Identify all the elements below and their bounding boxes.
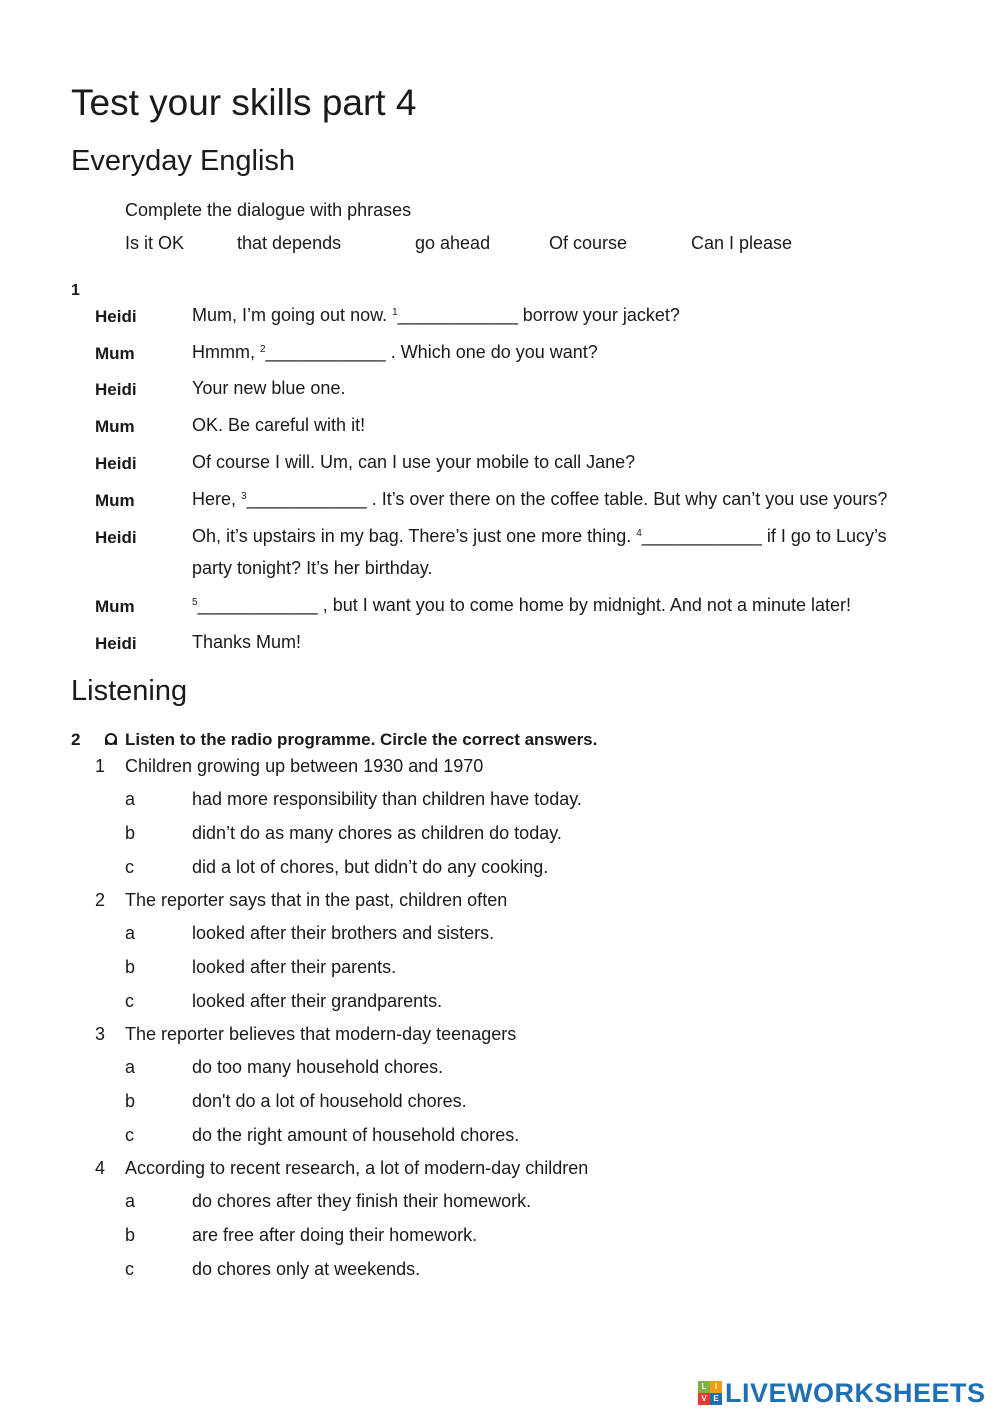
- dialogue-text: , but I want you to come home by midnight. And not a minute later!: [317, 595, 851, 615]
- section-heading-everyday-english: Everyday English: [71, 145, 296, 177]
- option-letter[interactable]: b: [125, 1091, 136, 1111]
- option-letter[interactable]: a: [125, 789, 136, 809]
- instruction-text: Complete the dialogue with phrases: [125, 200, 412, 220]
- option-letter[interactable]: c: [125, 991, 134, 1011]
- logo-mark-letter: L: [698, 1381, 710, 1393]
- dialogue-line-continuation: party tonight? It’s her birthday.: [192, 558, 433, 578]
- option-text[interactable]: had more responsibility than children have today.: [192, 789, 582, 809]
- logo-mark-icon: [698, 1381, 722, 1405]
- option-letter[interactable]: c: [125, 1259, 134, 1279]
- dialogue-text: Your new blue one.: [192, 378, 346, 398]
- option-letter[interactable]: a: [125, 923, 136, 943]
- dialogue-speaker: Heidi: [95, 454, 137, 473]
- dialogue-text: if I go to Lucy’s: [761, 526, 887, 546]
- dialogue-text: Here,: [192, 489, 242, 509]
- gap-number: 4: [636, 528, 642, 539]
- dialogue-line: [192, 526, 887, 547]
- page-title: Test your skills part 4: [71, 82, 417, 123]
- logo-mark-letter: E: [710, 1393, 722, 1405]
- option-text[interactable]: looked after their grandparents.: [192, 991, 443, 1011]
- answer-blank[interactable]: ____________: [397, 305, 518, 325]
- dialogue-speaker: Heidi: [95, 380, 137, 399]
- gap-number: 3: [241, 491, 247, 502]
- question-number: 3: [95, 1024, 106, 1044]
- option-text[interactable]: don't do a lot of household chores.: [192, 1091, 467, 1111]
- option-text[interactable]: looked after their parents.: [192, 957, 397, 977]
- option-letter[interactable]: b: [125, 823, 136, 843]
- dialogue-line: [192, 342, 598, 363]
- option-text[interactable]: looked after their brothers and sisters.: [192, 923, 495, 943]
- dialogue-speaker: Mum: [95, 597, 135, 616]
- option-text[interactable]: do chores only at weekends.: [192, 1259, 421, 1279]
- logo-mark-letter: V: [698, 1393, 710, 1405]
- dialogue-line: [192, 489, 887, 510]
- question-text: The reporter believes that modern-day teenagers: [125, 1024, 517, 1044]
- option-text[interactable]: do too many household chores.: [192, 1057, 444, 1077]
- dialogue-speaker: Mum: [95, 417, 135, 436]
- phrase-item: Is it OK: [125, 233, 185, 253]
- listening-instruction: Listen to the radio programme. Circle the correct answers.: [125, 730, 598, 749]
- gap-number: 1: [392, 307, 398, 318]
- dialogue-line: [192, 595, 851, 616]
- dialogue-speaker: Heidi: [95, 528, 137, 547]
- question-number: 2: [95, 890, 106, 910]
- dialogue-speaker: Mum: [95, 491, 135, 510]
- option-letter[interactable]: b: [125, 1225, 136, 1245]
- dialogue-speaker: Heidi: [95, 307, 137, 326]
- gap-number: 2: [259, 344, 266, 355]
- answer-blank[interactable]: ____________: [265, 342, 386, 362]
- dialogue-text: OK. Be careful with it!: [192, 415, 366, 435]
- option-text[interactable]: do the right amount of household chores.: [192, 1125, 520, 1145]
- phrase-item: Of course: [549, 233, 628, 253]
- dialogue-line: [192, 452, 635, 473]
- question-text: The reporter says that in the past, children often: [125, 890, 508, 910]
- section-heading-listening: Listening: [71, 675, 188, 707]
- option-letter[interactable]: c: [125, 1125, 134, 1145]
- dialogue-line: [192, 632, 301, 653]
- gap-number: 5: [192, 597, 198, 608]
- option-letter[interactable]: b: [125, 957, 136, 977]
- dialogue-text: . Which one do you want?: [385, 342, 598, 362]
- dialogue-speaker: Heidi: [95, 634, 137, 653]
- exercise-number: 1: [71, 282, 80, 299]
- option-letter[interactable]: a: [125, 1057, 136, 1077]
- option-text[interactable]: do chores after they finish their homework.: [192, 1191, 532, 1211]
- option-text[interactable]: are free after doing their homework.: [192, 1225, 478, 1245]
- question-text: Children growing up between 1930 and 1970: [125, 756, 484, 776]
- dialogue-text: Of course I will. Um, can I use your mobile to call Jane?: [192, 452, 636, 472]
- logo-mark-letter: I: [710, 1381, 722, 1393]
- answer-blank[interactable]: ____________: [641, 526, 762, 546]
- answer-blank[interactable]: ____________: [197, 595, 318, 615]
- option-letter[interactable]: c: [125, 857, 134, 877]
- option-text[interactable]: didn’t do as many chores as children do today.: [192, 823, 562, 843]
- audio-icon[interactable]: [104, 733, 118, 747]
- question-number: 4: [95, 1158, 106, 1178]
- dialogue-text: Mum, I’m going out now.: [192, 305, 393, 325]
- dialogue-text: Hmmm,: [192, 342, 260, 362]
- option-letter[interactable]: a: [125, 1191, 136, 1211]
- question-text: According to recent research, a lot of modern-day children: [125, 1158, 589, 1178]
- dialogue-line: [192, 305, 680, 326]
- exercise-number: 2: [71, 730, 81, 749]
- question-number: 1: [95, 756, 106, 776]
- dialogue-text: borrow your jacket?: [517, 305, 680, 325]
- dialogue-text: . It’s over there on the coffee table. But why can’t you use yours?: [366, 489, 888, 509]
- dialogue-line: [192, 415, 365, 436]
- dialogue-text: Thanks Mum!: [192, 632, 302, 652]
- dialogue-line: [192, 378, 345, 399]
- dialogue-speaker: Mum: [95, 344, 135, 363]
- phrase-item: Can I please: [691, 233, 793, 253]
- dialogue-text: Oh, it’s upstairs in my bag. There’s just one more thing.: [192, 526, 637, 546]
- answer-blank[interactable]: ____________: [246, 489, 367, 509]
- liveworksheets-logo: [698, 1376, 986, 1410]
- phrase-item: go ahead: [415, 233, 491, 253]
- logo-text: LIVEWORKSHEETS: [725, 1377, 986, 1408]
- phrase-item: that depends: [237, 233, 342, 253]
- option-text[interactable]: did a lot of chores, but didn’t do any cooking.: [192, 857, 549, 877]
